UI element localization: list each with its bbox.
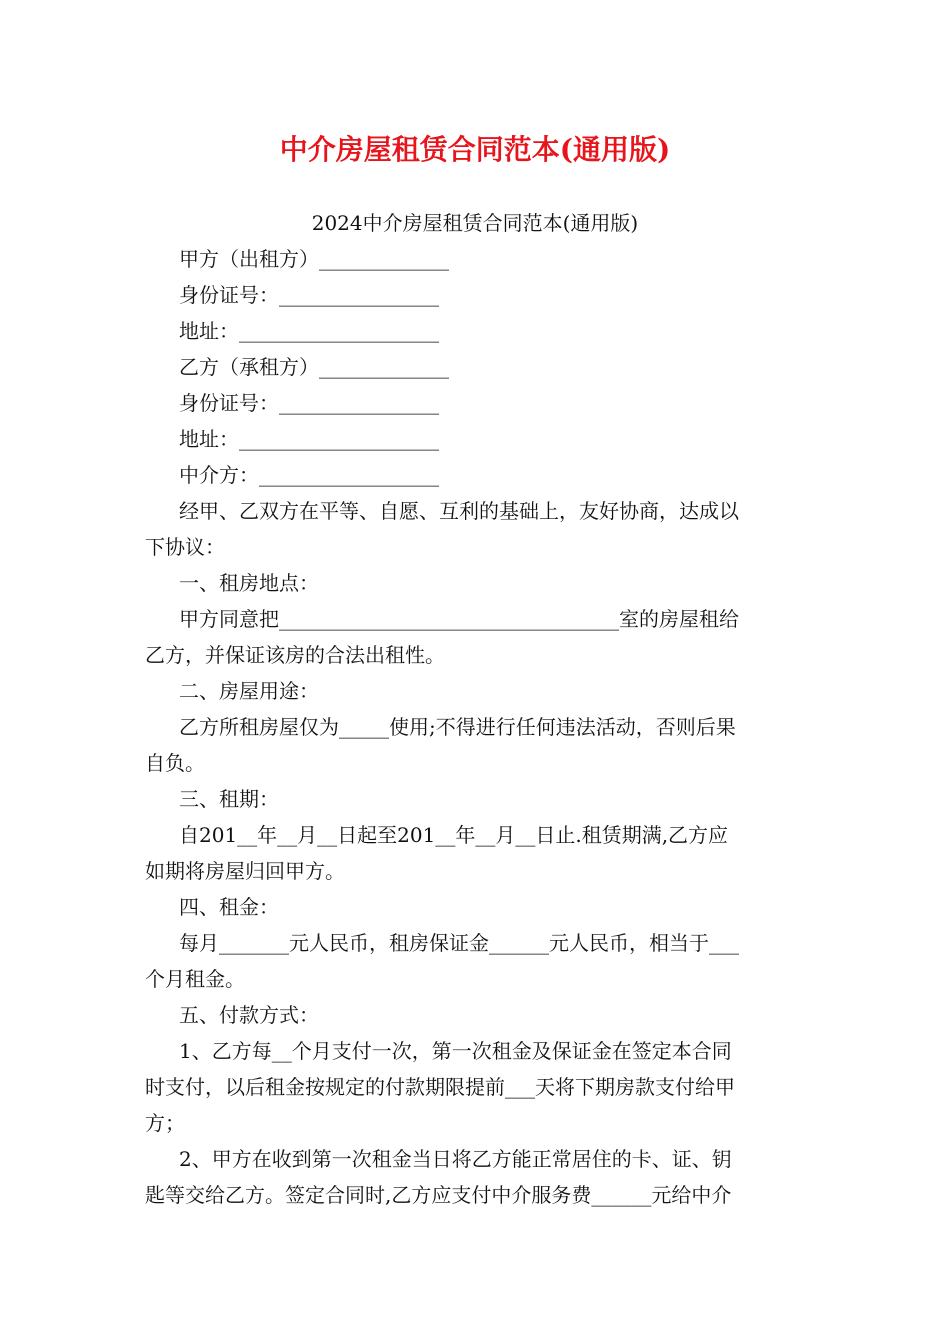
document-subtitle: 2024中介房屋租赁合同范本(通用版) (311, 211, 639, 235)
section-heading-payment: 五、付款方式： (179, 1003, 319, 1027)
document-title: 中介房屋租赁合同范本(通用版) (279, 133, 671, 166)
section-heading-term: 三、租期： (179, 787, 279, 811)
contract-body (145, 241, 807, 1213)
usage-line-1: 乙方所租房屋仅为_____使用;不得进行任何违法活动，否则后果 (179, 715, 736, 739)
party-b-line: 乙方（承租方）_____________ (179, 355, 449, 379)
party-b-address-line: 地址：____________________ (179, 427, 439, 451)
payment-1-line-3: 方； (145, 1111, 185, 1135)
party-a-id-line: 身份证号：________________ (179, 283, 439, 307)
preamble-line-1: 经甲、乙双方在平等、自愿、互利的基础上，友好协商，达成以 (179, 499, 739, 523)
payment-1-line-2: 时支付，以后租金按规定的付款期限提前___天将下期房款支付给甲 (145, 1075, 735, 1099)
section-heading-location: 一、租房地点： (179, 571, 319, 595)
payment-2-line-2: 匙等交给乙方。签定合同时,乙方应支付中介服务费______元给中介 (145, 1183, 732, 1207)
term-line-1: 自201__年__月__日起至201__年__月__日止.租赁期满,乙方应 (179, 823, 729, 847)
party-a-address-line: 地址：____________________ (179, 319, 439, 343)
usage-line-2: 自负。 (145, 751, 205, 775)
rent-line-2: 个月租金。 (145, 967, 245, 991)
location-line-1: 甲方同意把__________________________________室的房屋租给 (179, 607, 739, 631)
rent-line-1: 每月_______元人民币，租房保证金______元人民币，相当于___ (179, 931, 739, 955)
party-a-line: 甲方（出租方）_____________ (179, 247, 449, 271)
section-heading-usage: 二、房屋用途： (179, 679, 319, 703)
section-heading-rent: 四、租金： (179, 895, 279, 919)
payment-1-line-1: 1、乙方每__个月支付一次，第一次租金及保证金在签定本合同 (179, 1039, 732, 1063)
payment-2-line-1: 2、甲方在收到第一次租金当日将乙方能正常居住的卡、证、钥 (179, 1147, 732, 1171)
term-line-2: 如期将房屋归回甲方。 (145, 859, 345, 883)
party-b-id-line: 身份证号：________________ (179, 391, 439, 415)
location-line-2: 乙方，并保证该房的合法出租性。 (145, 643, 445, 667)
agent-line: 中介方：__________________ (179, 463, 439, 487)
preamble-line-2: 下协议： (145, 535, 225, 559)
